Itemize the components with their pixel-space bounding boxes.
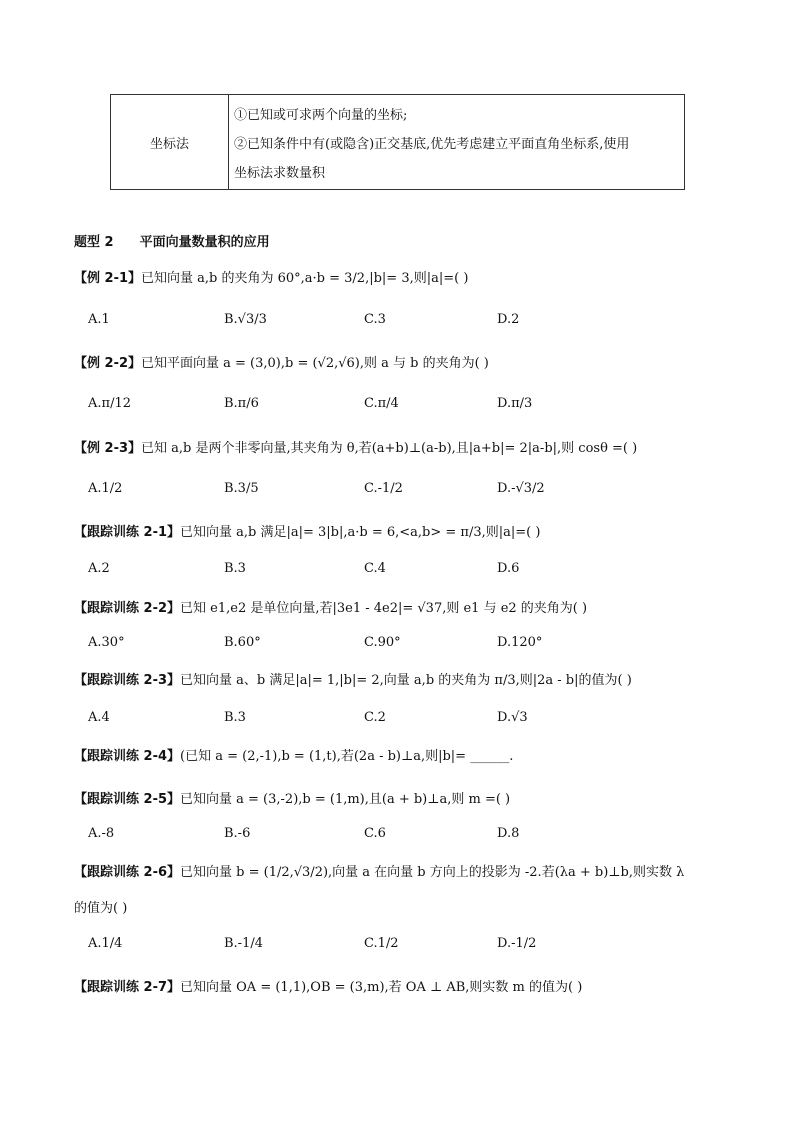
method-description-cell	[229, 95, 684, 189]
option-d: D.8	[497, 825, 520, 841]
section-title: 平面向量数量积的应用	[139, 235, 270, 250]
question-label: 【跟踪训练 2-6】	[74, 865, 181, 880]
question-label: 【跟踪训练 2-5】	[74, 792, 181, 807]
option-a: A.-8	[88, 825, 115, 841]
question-tr-2-3	[74, 669, 724, 688]
option-a: A.1/2	[88, 480, 123, 496]
option-b: B.3/5	[224, 480, 259, 496]
question-ex-2-2	[74, 352, 724, 371]
option-b: B.-6	[224, 825, 251, 841]
question-label: 【跟踪训练 2-2】	[74, 601, 181, 616]
question-label: 【跟踪训练 2-4】	[74, 749, 181, 764]
option-b: B.-1/4	[224, 935, 263, 951]
options-tr-2-5	[88, 816, 648, 850]
option-d: D.π/3	[497, 395, 533, 411]
option-c: C.6	[364, 825, 386, 841]
option-b: B.3	[224, 560, 246, 576]
option-a: A.π/12	[88, 395, 131, 411]
option-d: D.2	[497, 311, 520, 327]
option-c: C.1/2	[364, 935, 399, 951]
method-name-cell: 坐标法	[111, 95, 229, 189]
option-b: B.√3/3	[224, 311, 267, 327]
question-stem: 已知向量 OA = (1,1),OB = (3,m),若 OA ⊥ AB,则实数 m 的值为( )	[180, 980, 583, 995]
option-b: B.3	[224, 709, 246, 725]
question-label: 【例 2-1】	[74, 271, 142, 286]
option-a: A.30°	[88, 634, 125, 650]
option-c: C.π/4	[364, 395, 399, 411]
option-d: D.-√3/2	[497, 480, 545, 496]
question-label: 【跟踪训练 2-3】	[74, 673, 181, 688]
question-ex-2-3	[74, 437, 724, 456]
option-d: D.120°	[497, 634, 543, 650]
question-stem: 已知向量 a,b 满足|a|= 3|b|,a·b = 6,<a,b> = π/3,则|a|=( )	[180, 525, 541, 540]
option-c: C.90°	[364, 634, 401, 650]
question-tr-2-6-continued	[74, 897, 724, 916]
method-line-1: ①已知或可求两个向量的坐标;	[234, 108, 408, 123]
options-tr-2-6	[88, 926, 648, 960]
question-label: 【例 2-3】	[74, 441, 142, 456]
options-ex-2-3	[88, 471, 648, 505]
options-tr-2-3	[88, 700, 648, 734]
option-c: C.-1/2	[364, 480, 403, 496]
question-tr-2-6	[74, 861, 724, 880]
question-label: 【跟踪训练 2-1】	[74, 525, 181, 540]
question-stem: 已知 e1,e2 是单位向量,若|3e1 - 4e2|= √37,则 e1 与 e2 的夹角为( )	[180, 601, 588, 616]
option-d: D.6	[497, 560, 520, 576]
question-label: 【跟踪训练 2-7】	[74, 980, 181, 995]
question-stem: 已知平面向量 a = (3,0),b = (√2,√6),则 a 与 b 的夹角为( )	[141, 356, 489, 371]
option-c: C.4	[364, 560, 386, 576]
option-d: D.-1/2	[497, 935, 537, 951]
option-c: C.2	[364, 709, 386, 725]
question-stem: 已知向量 a、b 满足|a|= 1,|b|= 2,向量 a,b 的夹角为 π/3,则|2a - b|的值为( )	[180, 673, 632, 688]
option-b: B.60°	[224, 634, 261, 650]
options-ex-2-2	[88, 386, 648, 420]
question-tr-2-2	[74, 597, 724, 616]
options-tr-2-1	[88, 551, 648, 585]
section-heading	[74, 231, 270, 250]
method-line-2: ②已知条件中有(或隐含)正交基底,优先考虑建立平面直角坐标系,使用	[234, 137, 630, 152]
option-a: A.4	[88, 709, 110, 725]
options-tr-2-2	[88, 625, 648, 659]
question-stem: 已知 a,b 是两个非零向量,其夹角为 θ,若(a+b)⊥(a-b),且|a+b|= 2|a-b|,则 cosθ =( )	[141, 441, 638, 456]
question-stem: 已知向量 b = (1/2,√3/2),向量 a 在向量 b 方向上的投影为 -2.若(λa + b)⊥b,则实数 λ	[180, 865, 685, 880]
option-d: D.√3	[497, 709, 528, 725]
option-a: A.1/4	[88, 935, 123, 951]
method-line-3: 坐标法求数量积	[234, 166, 326, 181]
question-stem-continued: 的值为( )	[74, 901, 128, 916]
section-label: 题型 2	[74, 235, 114, 250]
option-a: A.2	[88, 560, 110, 576]
question-label: 【例 2-2】	[74, 356, 142, 371]
question-stem: (已知 a = (2,-1),b = (1,t),若(2a - b)⊥a,则|b|= ______.	[180, 749, 514, 764]
question-tr-2-5	[74, 788, 724, 807]
question-stem: 已知向量 a = (3,-2),b = (1,m),且(a + b)⊥a,则 m =( )	[180, 792, 511, 807]
method-table	[110, 94, 685, 190]
question-tr-2-7	[74, 976, 724, 995]
option-a: A.1	[88, 311, 110, 327]
question-stem: 已知向量 a,b 的夹角为 60°,a·b = 3/2,|b|= 3,则|a|=( )	[141, 271, 469, 286]
option-c: C.3	[364, 311, 386, 327]
question-tr-2-4	[74, 745, 724, 764]
options-ex-2-1	[88, 302, 648, 336]
question-ex-2-1	[74, 267, 724, 286]
question-tr-2-1	[74, 521, 724, 540]
option-b: B.π/6	[224, 395, 259, 411]
